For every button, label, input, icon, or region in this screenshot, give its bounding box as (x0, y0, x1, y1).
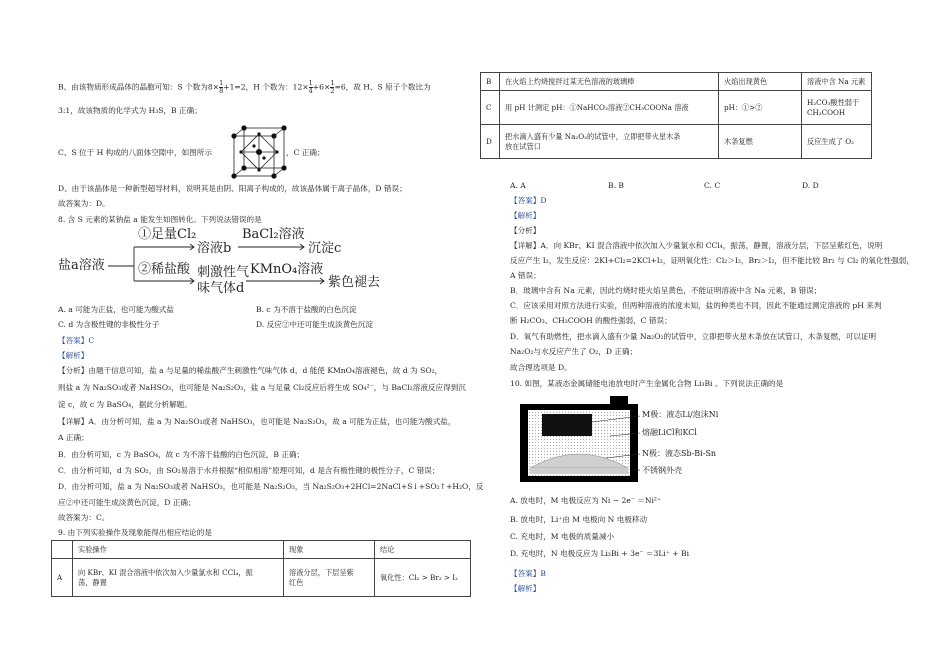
q9-table-part2 (480, 72, 872, 159)
text: +1=2，H 个数为：12× (223, 82, 309, 92)
q9-detail-4: B．玻璃中含有 Na 元素，因此灼烧时使火焰呈黄色，不能证明溶液中含 Na 元素，B 错误； (510, 286, 822, 295)
table-header-cell: 结论 (375, 541, 471, 559)
q8-option-d[interactable]: D. 反应②中还可能生成淡黄色沉淀 (256, 320, 373, 329)
q7-c-line-end: ，C 正确； (286, 148, 325, 157)
row-label: C (481, 91, 500, 125)
table-row (52, 559, 471, 597)
q8-fenxi-1: 【分析】由题干信息可知，盐 a 与足量的稀盐酸产生刺激性气味气体 d，d 能使 KMnO₄溶液褪色，故 d 为 SO₂， (58, 366, 443, 375)
q8-detail-6: 应②中还可能生成淡黄色沉淀，D 正确； (58, 498, 196, 507)
q8-detail-3: B．由分析可知，c 为 BaSO₄，故 c 为不溶于盐酸的白色沉淀，B 正确； (58, 450, 305, 459)
q9-analysis-heading: 【解析】 (510, 211, 541, 220)
m-electrode-label: M极：液态Li/泡沫Ni (642, 410, 719, 419)
row-phenomenon: 火焰出现黄色 (719, 73, 802, 91)
q9-detail-3: A 错误； (510, 271, 541, 280)
row-conclusion: 溶液中含 Na 元素 (802, 73, 872, 91)
text: +6× (312, 82, 331, 92)
q7-final-answer: 故答案为：D。 (58, 199, 110, 208)
q9-detail-6: 断 H₂CO₃、CH₃COOH 的酸性强弱，C 错误； (510, 316, 672, 325)
table-header-cell: 现象 (284, 541, 375, 559)
flow-solution-b: 溶液b (197, 241, 232, 256)
text: B、由该物质形成晶体的晶胞可知：S 个数为8× (58, 82, 220, 92)
q10-stem: 10. 如图，某液态金属储能电池放电时产生金属化合物 Li₃Bi 。下列说法正确的是 (510, 379, 784, 388)
table-header-cell (52, 541, 73, 559)
q8-detail-5: D．由分析可知，盐 a 为 Na₂SO₃或者 NaHSO₃，也可能是 Na₂S₂O₃，当 Na₂S₂O₃+2HCl=2NaCl+S↓+SO₂↑+H₂O，反 (58, 482, 484, 491)
flow-kmno4: KMnO₄溶液 (250, 262, 324, 277)
q7-b-explanation (58, 80, 431, 95)
row-operation: 向 KBr、KI 混合溶液中依次加入少量氯水和 CCl₄，振 荡，静置 (73, 559, 284, 597)
q9-detail-5: C．应该采用对照方法进行实验，但两种溶液的浓度未知，盐的种类也不同，因此不能通过测定溶液的 pH 来判 (510, 301, 882, 310)
q9-table-part1 (51, 540, 471, 597)
flow-precipitate-c: 沉淀c (308, 241, 342, 256)
q9-option-a[interactable]: A. A (510, 181, 526, 190)
flow-start: 盐a溶液 (58, 258, 105, 273)
row-phenomenon: pH：①>② (719, 91, 802, 125)
q8-fenxi-3: 淀 c，故 c 为 BaSO₄，据此分析解题。 (58, 400, 192, 409)
battery-figure (510, 396, 770, 486)
row-label: A (52, 559, 73, 597)
q8-flow-diagram (58, 226, 388, 298)
q10-option-d[interactable]: D. 充电时，N 电极反应为 Li₃Bi + 3e⁻ ＝3Li⁺ + Bi (510, 549, 690, 558)
table-row (481, 73, 872, 91)
row-conclusion: H₂CO₃酸性弱于 CH₃COOH (802, 91, 872, 125)
row-label: D (481, 125, 500, 159)
table-row (481, 125, 872, 159)
q7-b-line2: 3:1，故该物质的化学式为 H₃S，B 正确； (58, 106, 202, 115)
q9-fenxi: 【分析】 (510, 226, 541, 235)
crystal-structure-figure (228, 124, 290, 180)
q9-final-answer: 故合理选项是 D。 (510, 363, 572, 372)
q7-c-line: C、S 位于 H 构成的八面体空隙中，如图所示 (58, 148, 212, 157)
q8-option-c[interactable]: C. d 为含极性键的非极性分子 (58, 320, 160, 329)
q7-d-line: D、由于该晶体是一种新型超导材料，说明其是由阴、阳离子构成的，故该晶体属于离子晶体，D 错误； (58, 184, 407, 193)
q8-detail-2: A 正确； (58, 433, 89, 442)
q8-answer: 【答案】C (58, 336, 95, 345)
q9-detail-1: 【详解】A．向 KBr、KI 混合溶液中依次加入少量氯水和 CCl₄，振荡，静置，溶液分层，下层呈紫红色，说明 (510, 241, 883, 250)
q9-option-b[interactable]: B. B (608, 181, 624, 190)
q9-answer: 【答案】D (510, 196, 547, 205)
text: =6，故 H、S 原子个数比为 (334, 82, 431, 92)
flow-bacl2: BaCl₂溶液 (242, 227, 305, 242)
q10-analysis-heading: 【解析】 (510, 584, 541, 593)
q8-detail-4: C．由分析可知，d 为 SO₂，由 SO₂易溶于水并根据“相似相溶”原理可知，d 是含有极性键的极性分子，C 错误； (58, 466, 440, 475)
n-electrode-label: N极：液态Sb-Bi-Sn (642, 449, 717, 458)
flow-gas-d-1: 刺激性气 (197, 265, 250, 280)
row-conclusion: 氧化性：Cl₂ > Br₂ > I₂ (375, 559, 471, 597)
fraction: $\frac{1}{2}$ (330, 79, 335, 95)
table-row (481, 91, 872, 125)
row-phenomenon: 木条复燃 (719, 125, 802, 159)
q10-option-c[interactable]: C. 充电时，M 电极的质量减小 (510, 532, 615, 541)
fraction: $\frac{1}{4}$ (308, 79, 313, 95)
q10-option-b[interactable]: B. 放电时，Li⁺由 M 电极向 N 电极移动 (510, 515, 648, 524)
q9-detail-7: D．氧气有助燃性，把水滴入盛有少量 Na₂O₂的试管中，立即把带火星木条放在试管口，木条复燃，可以证明 (510, 332, 877, 341)
row-operation: 用 pH 计测定 pH：①NaHCO₃溶液②CH₃COONa 溶液 (500, 91, 719, 125)
battery-diagram (510, 396, 770, 486)
q8-option-b[interactable]: B. c 为不溶于盐酸的白色沉淀 (256, 305, 357, 314)
q9-detail-2: 反应产生 I₂，发生反应：2KI+Cl₂=2KCl+I₂，证明氧化性：Cl₂＞I₂，Br₂＞I₂，但不能比较 Br₂ 与 Cl₂ 的氧化性强弱， (510, 256, 914, 265)
row-label: B (481, 73, 500, 91)
q8-option-a[interactable]: A. a 可能为正盐，也可能为酸式盐 (58, 305, 174, 314)
q8-final-answer: 故答案为：C。 (58, 513, 110, 522)
q10-answer: 【答案】B (510, 569, 546, 578)
table-header-row (52, 541, 471, 559)
row-operation: 在火焰上灼烧搅拌过某无色溶液的玻璃棒 (500, 73, 719, 91)
q9-option-d[interactable]: D. D (802, 181, 819, 190)
q8-stem: 8. 含 S 元素的某钠盐 a 能发生如图转化。下列说法错误的是 (58, 215, 262, 224)
flow-bottom-reagent: ②稀盐酸 (138, 262, 191, 277)
flow-fade: 紫色褪去 (328, 275, 381, 290)
flow-top-reagent: ①足量Cl₂ (138, 227, 197, 242)
electrolyte-label: 熔融LiCl和KCl (642, 428, 697, 437)
q9-stem: 9. 由下列实验操作及现象能得出相应结论的是 (58, 528, 212, 537)
fraction: $\frac{1}{8}$ (219, 79, 224, 95)
flow-gas-d-2: 味气体d (197, 281, 245, 296)
q8-fenxi-2: 则盐 a 为 Na₂SO₃或者 NaHSO₃，也可能是 Na₂S₂O₃，盐 a 与足量 Cl₂反应后将生成 SO₄²⁻，与 BaCl₂溶液反应得到沉 (58, 383, 466, 392)
row-phenomenon: 溶液分层，下层呈紫 红色 (284, 559, 375, 597)
row-conclusion: 反应生成了 O₂ (802, 125, 872, 159)
q9-option-c[interactable]: C. C (704, 181, 721, 190)
shell-label: 不锈钢外壳 (642, 466, 682, 475)
row-operation: 把水滴入盛有少量 Na₂O₂的试管中，立即把带火星木条 放在试管口 (500, 125, 719, 159)
q8-analysis-heading: 【解析】 (58, 351, 89, 360)
q10-option-a[interactable]: A. 放电时，M 电极反应为 Ni − 2e⁻ ＝Ni²⁺ (510, 496, 661, 505)
q9-detail-8: Na₂O₂与水反应产生了 O₂，D 正确； (510, 347, 638, 356)
table-header-cell: 实验操作 (73, 541, 284, 559)
q8-detail-1: 【详解】A．由分析可知，盐 a 为 Na₂SO₃或者 NaHSO₃，也可能是 Na₂S₂O₃，故 a 可能为正盐，也可能为酸式盐， (58, 417, 456, 426)
